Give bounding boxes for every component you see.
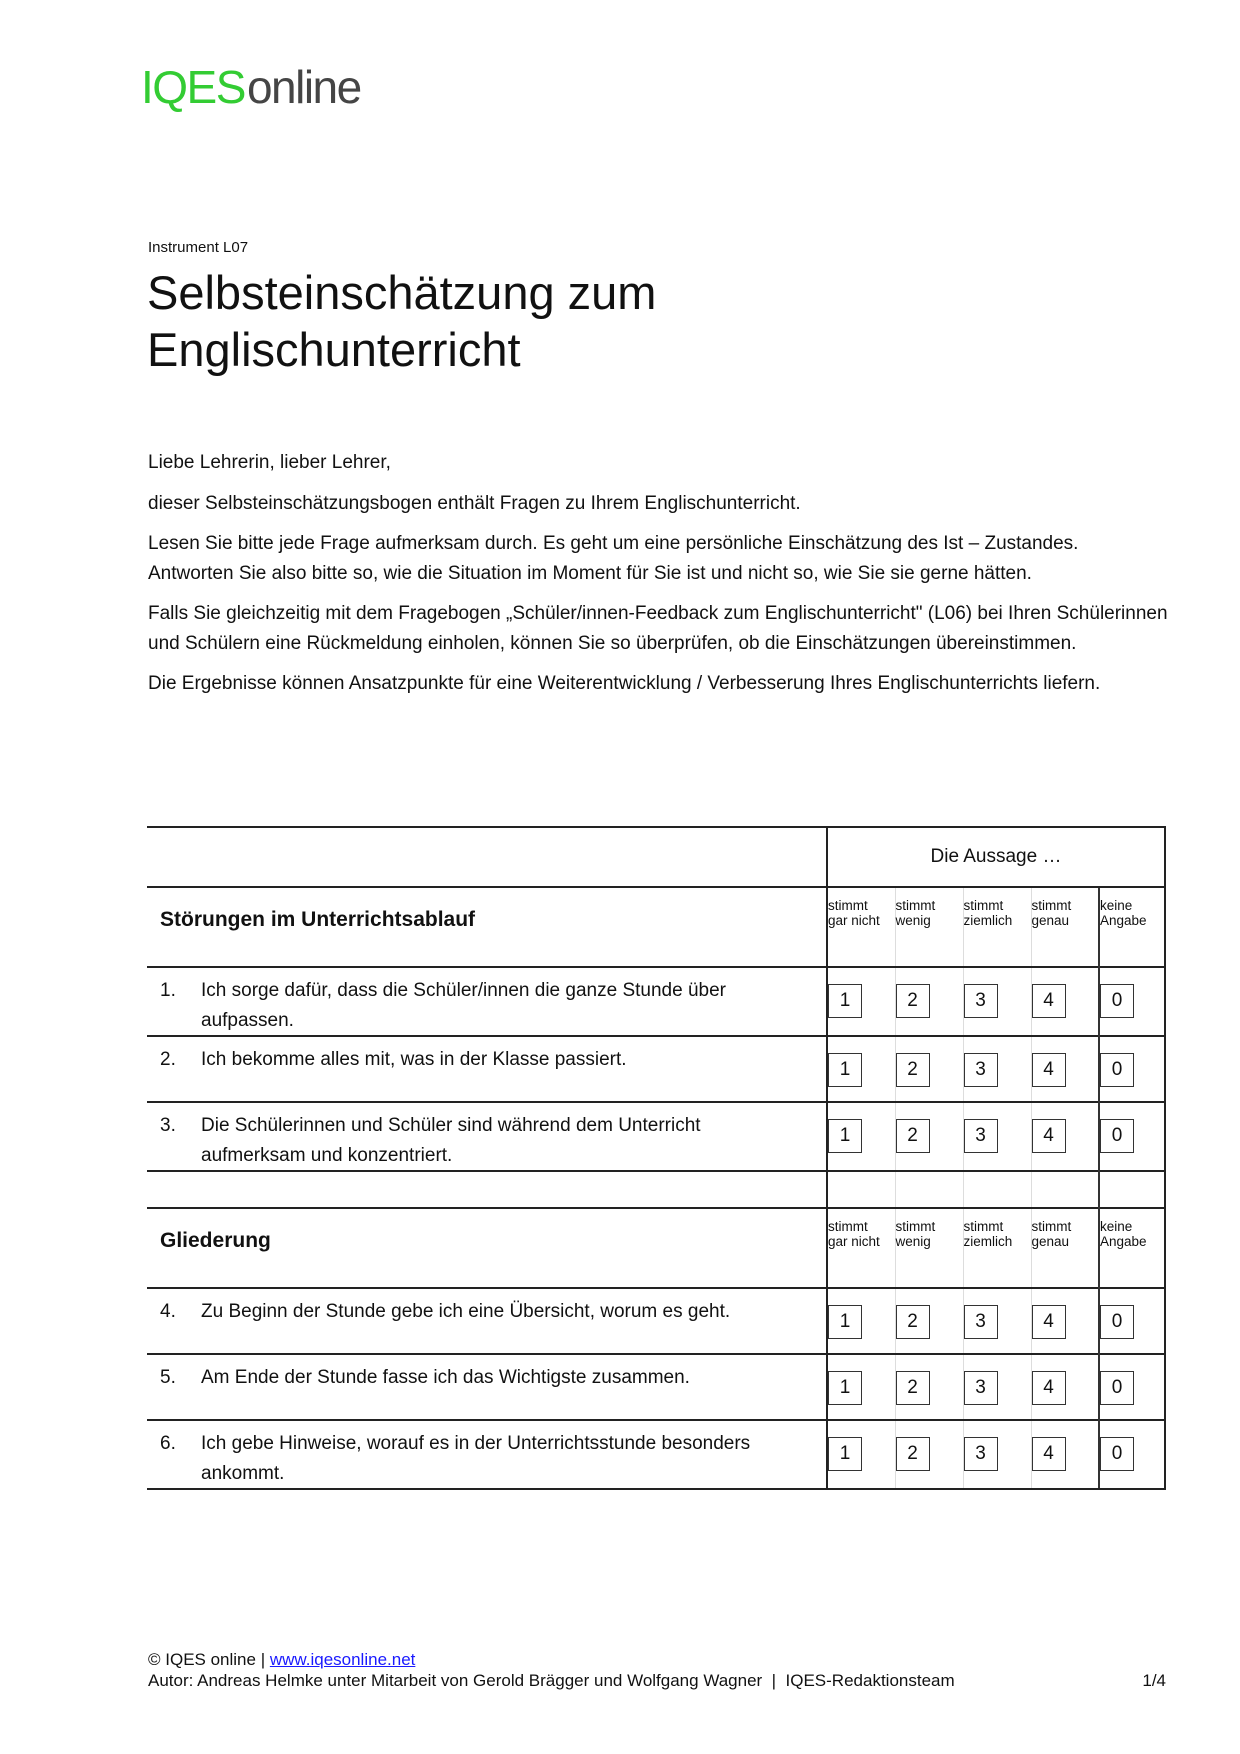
answer-cell	[963, 1036, 1031, 1102]
spacer-cell	[827, 1171, 895, 1208]
answer-checkbox-2[interactable]: 2	[896, 1053, 930, 1087]
question-text	[147, 1420, 827, 1489]
website-link[interactable]: www.iqesonline.net	[269, 1650, 416, 1669]
scale-label	[1099, 887, 1165, 967]
question-row	[147, 1036, 1165, 1102]
answer-cell	[895, 1354, 963, 1420]
section-title: Gliederung	[147, 1208, 827, 1288]
intro-text	[148, 448, 1168, 710]
spacer-cell	[147, 1171, 827, 1208]
question-row	[147, 967, 1165, 1036]
scale-label-line1: keine	[1100, 1219, 1133, 1234]
answer-cell	[895, 1420, 963, 1489]
answer-checkbox-0[interactable]: 0	[1100, 1371, 1134, 1405]
scale-label	[963, 887, 1031, 967]
question-number: 2.	[160, 1049, 176, 1070]
spacer-cell	[963, 1171, 1031, 1208]
instrument-label: Instrument L07	[148, 239, 249, 256]
spacer-cell	[895, 1171, 963, 1208]
question-row	[147, 1420, 1165, 1489]
scale-label	[895, 1208, 963, 1288]
scale-label-line2: ziemlich	[963, 1234, 1013, 1249]
answer-cell	[963, 1420, 1031, 1489]
scale-label-line2: genau	[1031, 1234, 1070, 1249]
section-title: Störungen im Unterrichtsablauf	[147, 887, 827, 967]
answer-cell	[1099, 1288, 1165, 1354]
answer-cell	[963, 1354, 1031, 1420]
question-line2: aufpassen.	[201, 1009, 294, 1031]
answer-cell	[1031, 1354, 1099, 1420]
answer-checkbox-2[interactable]: 2	[896, 1437, 930, 1471]
answer-cell	[963, 1288, 1031, 1354]
question-line2: ankommt.	[201, 1462, 285, 1484]
scale-label-line2: Angabe	[1100, 1234, 1147, 1249]
answer-checkbox-4[interactable]: 4	[1032, 1053, 1066, 1087]
answer-cell	[827, 967, 895, 1036]
scale-label-line1: keine	[1100, 898, 1133, 913]
answer-checkbox-1[interactable]: 1	[828, 1305, 862, 1339]
intro-paragraph: dieser Selbsteinschätzungsbogen enthält Fragen zu Ihrem Englischunterricht.	[148, 492, 801, 514]
footer-author: Autor: Andreas Helmke unter Mitarbeit von Gerold Brägger und Wolfgang Wagner | IQES-Redaktionsteam	[148, 1671, 955, 1690]
iqes-logo	[141, 61, 361, 113]
answer-checkbox-4[interactable]: 4	[1032, 1437, 1066, 1471]
question-text	[147, 967, 827, 1036]
answer-checkbox-4[interactable]: 4	[1032, 1119, 1066, 1153]
title-line-1: Selbsteinschätzung zum	[147, 266, 657, 319]
answer-cell	[1099, 1354, 1165, 1420]
intro-paragraph: Die Ergebnisse können Ansatzpunkte für eine Weiterentwicklung / Verbesserung Ihres Englischunterrichts liefern.	[148, 673, 1101, 694]
scale-label-line1: stimmt	[963, 1219, 1004, 1234]
scale-label-line2: wenig	[895, 913, 931, 928]
question-row	[147, 1288, 1165, 1354]
answer-checkbox-2[interactable]: 2	[896, 984, 930, 1018]
answer-cell	[1099, 967, 1165, 1036]
answer-checkbox-0[interactable]: 0	[1100, 1437, 1134, 1471]
answer-cell	[963, 967, 1031, 1036]
question-line2: aufmerksam und konzentriert.	[201, 1144, 453, 1166]
column-group-header: Die Aussage …	[827, 827, 1165, 887]
answer-cell	[1031, 1102, 1099, 1171]
answer-cell	[827, 1036, 895, 1102]
answer-cell	[827, 1354, 895, 1420]
scale-label-line1: stimmt	[963, 898, 1004, 913]
answer-cell	[895, 1288, 963, 1354]
answer-cell	[895, 1102, 963, 1171]
answer-cell	[895, 1036, 963, 1102]
section-spacer-row	[147, 1171, 1165, 1208]
scale-label-line1: stimmt	[828, 1219, 868, 1234]
scale-label	[895, 887, 963, 967]
answer-cell	[1099, 1420, 1165, 1489]
scale-label-line2: genau	[1031, 913, 1070, 928]
question-line1: Ich sorge dafür, dass die Schüler/innen die ganze Stunde über	[201, 980, 726, 1001]
question-number: 6.	[160, 1433, 176, 1454]
answer-checkbox-3[interactable]: 3	[964, 984, 998, 1018]
scale-label-line2: ziemlich	[963, 913, 1013, 928]
answer-checkbox-0[interactable]: 0	[1100, 1119, 1134, 1153]
question-line1: Am Ende der Stunde fasse ich das Wichtigste zusammen.	[201, 1367, 690, 1388]
scale-label	[827, 887, 895, 967]
answer-checkbox-4[interactable]: 4	[1032, 984, 1066, 1018]
answer-checkbox-4[interactable]: 4	[1032, 1305, 1066, 1339]
answer-checkbox-3[interactable]: 3	[964, 1437, 998, 1471]
answer-checkbox-2[interactable]: 2	[896, 1305, 930, 1339]
answer-cell	[963, 1102, 1031, 1171]
intro-paragraph: Falls Sie gleichzeitig mit dem Fragebogen „Schüler/innen-Feedback zum Englischunterricht" (L06) bei Ihren Schülerinnen und Schülern eine Rückmeldung einholen, können Sie so überprüfen, ob die Einschätzungen übereinstimmen.	[148, 603, 1168, 654]
answer-checkbox-2[interactable]: 2	[896, 1119, 930, 1153]
intro-greeting: Liebe Lehrerin, lieber Lehrer,	[148, 452, 391, 473]
scale-label-line1: stimmt	[1031, 1219, 1072, 1234]
question-number: 5.	[160, 1367, 176, 1388]
answer-checkbox-3[interactable]: 3	[964, 1305, 998, 1339]
scale-label	[1099, 1208, 1165, 1288]
scale-label-line1: stimmt	[1031, 898, 1072, 913]
question-line1: Die Schülerinnen und Schüler sind während dem Unterricht	[201, 1115, 701, 1136]
question-number: 1.	[160, 980, 176, 1001]
answer-cell	[1099, 1036, 1165, 1102]
answer-cell	[827, 1420, 895, 1489]
answer-checkbox-0[interactable]: 0	[1100, 1053, 1134, 1087]
answer-checkbox-1[interactable]: 1	[828, 1437, 862, 1471]
answer-cell	[1031, 1036, 1099, 1102]
question-number: 3.	[160, 1115, 176, 1136]
scale-label	[963, 1208, 1031, 1288]
answer-cell	[1031, 1288, 1099, 1354]
section-header-row	[147, 887, 1165, 967]
answer-cell	[827, 1102, 895, 1171]
answer-checkbox-3[interactable]: 3	[964, 1053, 998, 1087]
scale-label	[1031, 1208, 1099, 1288]
answer-checkbox-4[interactable]: 4	[1032, 1371, 1066, 1405]
copyright-text: © IQES online |	[148, 1650, 270, 1669]
question-line1: Ich bekomme alles mit, was in der Klasse passiert.	[201, 1049, 627, 1070]
question-text	[147, 1354, 827, 1420]
intro-paragraph: Lesen Sie bitte jede Frage aufmerksam durch. Es geht um eine persönliche Einschätzung des Ist – Zustandes. Antworten Sie also bitte so, wie die Situation im Moment für Sie ist und nicht so, wie Sie sie gerne hätten.	[148, 533, 1079, 584]
answer-cell	[1031, 967, 1099, 1036]
question-line1: Zu Beginn der Stunde gebe ich eine Übersicht, worum es geht.	[201, 1301, 731, 1322]
footer-copyright	[148, 1649, 1166, 1670]
answer-checkbox-3[interactable]: 3	[964, 1371, 998, 1405]
logo-iqes: IQES	[141, 61, 245, 113]
title-line-2: Englischunterricht	[147, 323, 521, 376]
question-line1: Ich gebe Hinweise, worauf es in der Unterrichtsstunde besonders	[201, 1433, 751, 1454]
scale-label-line2: Angabe	[1100, 913, 1147, 928]
questionnaire-table	[147, 826, 1166, 1490]
answer-cell	[895, 967, 963, 1036]
table-header-empty	[147, 827, 827, 887]
scale-label-line2: gar nicht	[828, 1234, 880, 1249]
page-title	[147, 264, 656, 378]
logo-online: online	[246, 61, 361, 113]
question-row	[147, 1102, 1165, 1171]
section-header-row	[147, 1208, 1165, 1288]
answer-cell	[1099, 1102, 1165, 1171]
answer-checkbox-2[interactable]: 2	[896, 1371, 930, 1405]
question-text	[147, 1102, 827, 1171]
question-row	[147, 1354, 1165, 1420]
answer-checkbox-0[interactable]: 0	[1100, 1305, 1134, 1339]
question-text	[147, 1036, 827, 1102]
answer-checkbox-1[interactable]: 1	[828, 1053, 862, 1087]
answer-checkbox-0[interactable]: 0	[1100, 984, 1134, 1018]
answer-checkbox-1[interactable]: 1	[828, 984, 862, 1018]
answer-cell	[827, 1288, 895, 1354]
answer-checkbox-3[interactable]: 3	[964, 1119, 998, 1153]
page-footer	[148, 1649, 1166, 1691]
scale-label-line1: stimmt	[895, 898, 936, 913]
answer-checkbox-1[interactable]: 1	[828, 1371, 862, 1405]
scale-label-line1: stimmt	[828, 898, 868, 913]
question-text	[147, 1288, 827, 1354]
question-number: 4.	[160, 1301, 176, 1322]
spacer-cell	[1099, 1171, 1165, 1208]
scale-label-line2: wenig	[895, 1234, 931, 1249]
spacer-cell	[1031, 1171, 1099, 1208]
scale-label-line2: gar nicht	[828, 913, 880, 928]
scale-label	[827, 1208, 895, 1288]
scale-label-line1: stimmt	[895, 1219, 936, 1234]
scale-label	[1031, 887, 1099, 967]
page-number: 1/4	[1142, 1671, 1166, 1690]
answer-checkbox-1[interactable]: 1	[828, 1119, 862, 1153]
answer-cell	[1031, 1420, 1099, 1489]
